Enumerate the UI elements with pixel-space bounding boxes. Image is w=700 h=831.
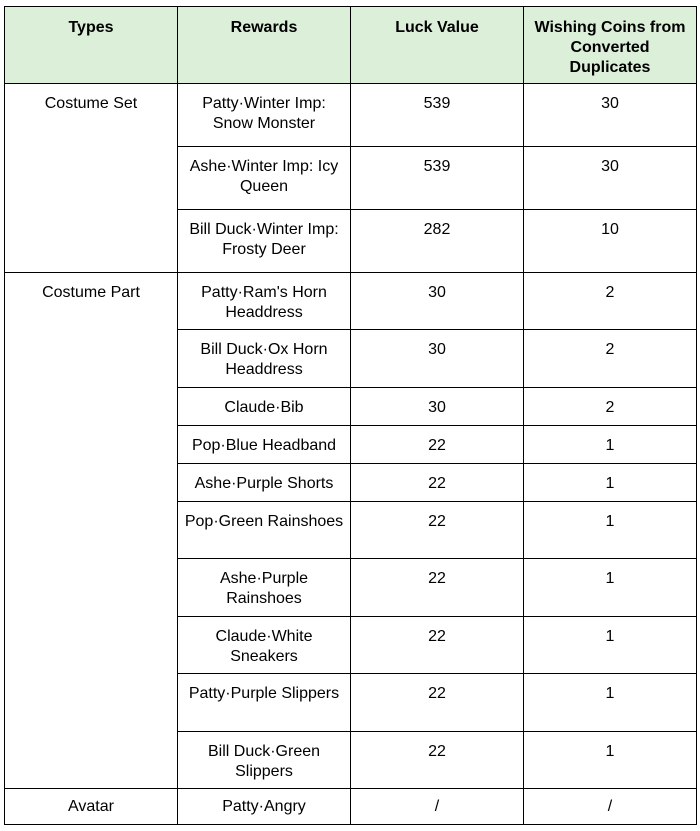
- luck-value-cell: 22: [351, 502, 524, 559]
- wishing-coins-cell: 10: [524, 210, 697, 273]
- reward-cell: Pop·Green Rainshoes: [178, 502, 351, 559]
- wishing-coins-cell: /: [524, 789, 697, 825]
- table-row: [5, 84, 697, 147]
- reward-cell: Pop·Blue Headband: [178, 426, 351, 464]
- luck-value-cell: 22: [351, 674, 524, 732]
- wishing-coins-cell: 1: [524, 426, 697, 464]
- reward-cell: Ashe·Purple Shorts: [178, 464, 351, 502]
- luck-value-cell: 539: [351, 147, 524, 210]
- luck-value-cell: 30: [351, 388, 524, 426]
- wishing-coins-cell: 30: [524, 147, 697, 210]
- luck-value-cell: 22: [351, 464, 524, 502]
- reward-cell: Claude·Bib: [178, 388, 351, 426]
- wishing-coins-cell: 30: [524, 84, 697, 147]
- type-cell: Costume Set: [5, 84, 178, 273]
- wishing-coins-cell: 1: [524, 559, 697, 617]
- reward-cell: Bill Duck·Winter Imp: Frosty Deer: [178, 210, 351, 273]
- reward-cell: Bill Duck·Green Slippers: [178, 732, 351, 789]
- luck-value-cell: 22: [351, 617, 524, 674]
- luck-value-cell: 30: [351, 273, 524, 330]
- wishing-coins-cell: 1: [524, 617, 697, 674]
- wishing-coins-cell: 1: [524, 464, 697, 502]
- luck-value-cell: 30: [351, 330, 524, 388]
- luck-value-cell: 539: [351, 84, 524, 147]
- reward-cell: Bill Duck·Ox Horn Headdress: [178, 330, 351, 388]
- wishing-coins-cell: 2: [524, 273, 697, 330]
- wishing-coins-cell: 2: [524, 388, 697, 426]
- header-wishing-coins: Wishing Coins from Converted Duplicates: [524, 7, 697, 84]
- reward-cell: Patty·Purple Slippers: [178, 674, 351, 732]
- header-rewards: Rewards: [178, 7, 351, 84]
- header-luck-value: Luck Value: [351, 7, 524, 84]
- reward-cell: Patty·Winter Imp: Snow Monster: [178, 84, 351, 147]
- type-cell: Avatar: [5, 789, 178, 825]
- luck-value-cell: 22: [351, 426, 524, 464]
- header-types: Types: [5, 7, 178, 84]
- type-cell: Costume Part: [5, 273, 178, 789]
- table-row: [5, 273, 697, 330]
- table-row: [5, 789, 697, 825]
- wishing-coins-cell: 1: [524, 732, 697, 789]
- reward-cell: Ashe·Winter Imp: Icy Queen: [178, 147, 351, 210]
- luck-value-cell: 282: [351, 210, 524, 273]
- luck-value-cell: 22: [351, 732, 524, 789]
- reward-cell: Patty·Angry: [178, 789, 351, 825]
- wishing-coins-cell: 2: [524, 330, 697, 388]
- luck-value-cell: 22: [351, 559, 524, 617]
- header-row: [5, 7, 697, 84]
- reward-cell: Claude·White Sneakers: [178, 617, 351, 674]
- wishing-coins-cell: 1: [524, 674, 697, 732]
- reward-cell: Patty·Ram's Horn Headdress: [178, 273, 351, 330]
- luck-value-cell: /: [351, 789, 524, 825]
- reward-cell: Ashe·Purple Rainshoes: [178, 559, 351, 617]
- rewards-table: [4, 6, 697, 825]
- wishing-coins-cell: 1: [524, 502, 697, 559]
